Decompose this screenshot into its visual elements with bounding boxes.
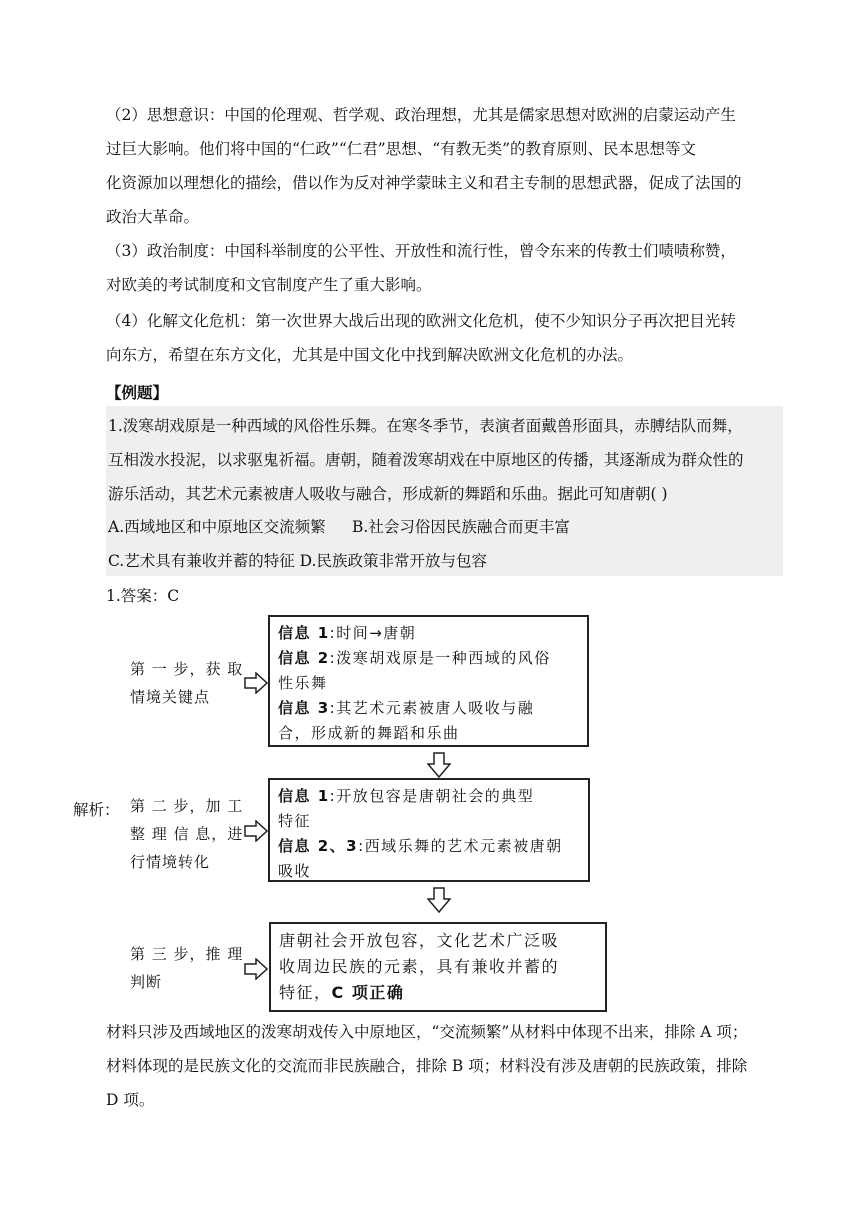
- question-line: 互相泼水投泥，以求驱鬼祈福。唐朝，随着泼寒胡戏在中原地区的传播，其逐渐成为群众性的: [108, 451, 744, 469]
- info-line: 性乐舞: [278, 674, 328, 692]
- question-line: 1.泼寒胡戏原是一种西域的风俗性乐舞。在寒冬季节，表演者面戴兽形面具，赤膊结队而舞，: [108, 417, 743, 435]
- paragraph-line: 对欧美的考试制度和文官制度产生了重大影响。: [106, 276, 432, 294]
- step1-label: [130, 655, 243, 711]
- answer: 1.答案：C: [106, 587, 180, 605]
- down-arrow-icon: [427, 752, 451, 778]
- paragraph-line: （2）思想意识：中国的伦理观、哲学观、政治理想，尤其是儒家思想对欧洲的启蒙运动产生: [106, 106, 736, 124]
- step3-line: 判断: [130, 973, 163, 991]
- down-arrow-icon: [427, 887, 451, 913]
- info-box-2: [268, 778, 590, 882]
- step2-line: 整 理 信 息，进: [130, 825, 244, 843]
- option-c-d: C.艺术具有兼收并蓄的特征 D.民族政策非常开放与包容: [108, 552, 487, 570]
- step2-line: 行情境转化: [130, 853, 211, 871]
- right-arrow-icon: [244, 958, 268, 980]
- paragraph-line: （3）政治制度：中国科举制度的公平性、开放性和流行性，曾令东来的传教士们啧啧称赞，: [106, 242, 736, 260]
- info-line: 吸收: [278, 862, 312, 880]
- paragraph-line: 政治大革命。: [106, 208, 200, 226]
- info-box-1: [268, 615, 589, 747]
- right-arrow-icon: [244, 820, 268, 842]
- step2-label: [130, 792, 243, 876]
- info-line: 特征，C 项正确: [279, 983, 405, 1002]
- info-line: 信息 2:泼寒胡戏原是一种西域的风俗: [278, 649, 551, 667]
- info-line: 信息 1:时间→唐朝: [278, 624, 417, 642]
- analysis-label: 解析：: [73, 801, 120, 819]
- question-line: 游乐活动，其艺术元素被唐人吸收与融合，形成新的舞蹈和乐曲。据此可知唐朝( ): [108, 485, 668, 503]
- info-line: 收周边民族的元素，具有兼收并蓄的: [279, 957, 560, 976]
- example-heading: 【例题】: [106, 383, 169, 402]
- paragraph-line: 化资源加以理想化的描绘，借以作为反对神学蒙昧主义和君主专制的思想武器，促成了法国的: [106, 174, 742, 192]
- paragraph-line: 过巨大影响。他们将中国的“仁政”“仁君”思想、“有教无类”的教育原则、民本思想等文: [106, 140, 697, 158]
- info-line: 特征: [278, 812, 312, 830]
- info-line: 信息 1:开放包容是唐朝社会的典型: [278, 787, 535, 805]
- step1-line: 情境关键点: [130, 688, 211, 706]
- step1-line: 第 一 步，获 取: [130, 660, 244, 678]
- option-a: A.西域地区和中原地区交流频繁: [108, 518, 326, 536]
- conclusion-line: 材料只涉及西域地区的泼寒胡戏传入中原地区，“交流频繁”从材料中体现不出来，排除 A 项；: [106, 1023, 748, 1041]
- paragraph-line: 向东方，希望在东方文化，尤其是中国文化中找到解决欧洲文化危机的办法。: [106, 346, 634, 364]
- step3-line: 第 三 步，推 理: [130, 945, 244, 963]
- info-line: 信息 3:其艺术元素被唐人吸收与融: [278, 699, 535, 717]
- option-b: B.社会习俗因民族融合而更丰富: [352, 518, 570, 536]
- info-line: 信息 2、3:西域乐舞的艺术元素被唐朝: [278, 837, 563, 855]
- conclusion-line: 材料体现的是民族文化的交流而非民族融合，排除 B 项；材料没有涉及唐朝的民族政策，排除: [106, 1057, 748, 1075]
- info-line: 合，形成新的舞蹈和乐曲: [278, 724, 460, 742]
- step3-label: [130, 940, 243, 996]
- paragraph-line: （4）化解文化危机：第一次世界大战后出现的欧洲文化危机，使不少知识分子再次把目光转: [106, 312, 736, 330]
- info-line: 唐朝社会开放包容，文化艺术广泛吸: [279, 931, 560, 950]
- step2-line: 第 二 步，加 工: [130, 797, 244, 815]
- conclusion-box: [269, 922, 607, 1012]
- right-arrow-icon: [244, 672, 268, 694]
- conclusion-line: D 项。: [106, 1091, 155, 1109]
